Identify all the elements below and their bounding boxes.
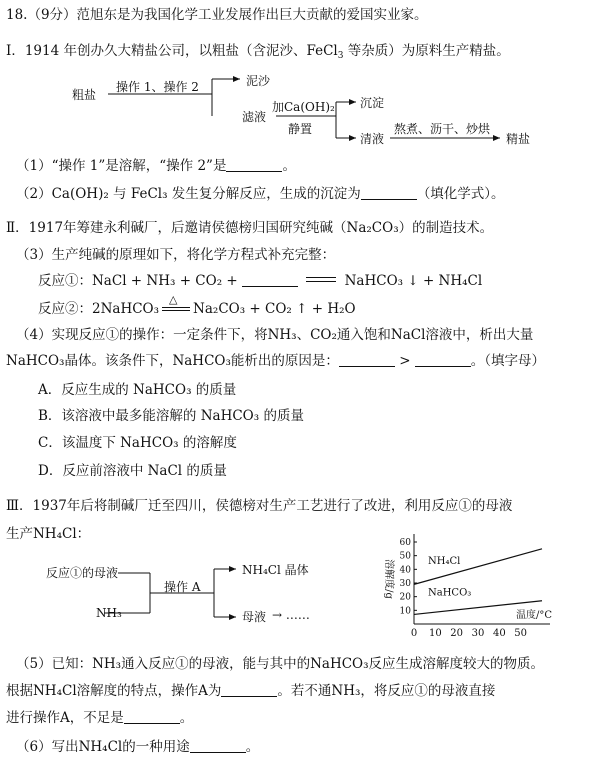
reaction-1-right: NaHCO₃ ↓ + NH₄Cl: [344, 273, 483, 289]
flow1-filtrate: 滤液: [242, 110, 267, 124]
x-tick-label: 10: [428, 628, 442, 639]
q4-answer-blank-2[interactable]: [415, 352, 471, 367]
flow1-ops-label: 操作 1、操作 2: [116, 80, 199, 94]
series-label-1: NaHCO₃: [428, 587, 472, 599]
flow1-crude-salt: 粗盐: [72, 88, 97, 102]
option-d: D．反应前溶液中 NaCl 的质量: [38, 463, 227, 479]
q1-answer-blank[interactable]: [226, 157, 282, 172]
question-3-intro: （3）生产纯碱的原理如下，将化学方程式补充完整：: [16, 247, 336, 263]
reaction-2-right: Na₂CO₃ + CO₂ ↑ + H₂O: [193, 301, 356, 317]
y-tick-label: 60: [399, 538, 411, 548]
q6-text: （6）写出NH₄Cl的一种用途: [16, 739, 190, 755]
flow1-fine-salt: 精盐: [506, 132, 531, 146]
q5-text-a: 根据NH₄Cl溶解度的特点，操作A为: [6, 683, 222, 699]
flow1-clear-liquid: 清液: [360, 132, 385, 146]
q2-text: （2）Ca(OH)₂ 与 FeCl₃ 发生复分解反应，生成的沉淀为: [16, 186, 361, 202]
reaction-2-condition: [159, 293, 193, 313]
flow1-add-caoh2: 加Ca(OH)₂: [272, 100, 335, 114]
q1-text: （1）“操作 1”是溶解，“操作 2”是: [16, 158, 227, 174]
option-b: B．该溶液中最多能溶解的 NaHCO₃ 的质量: [38, 408, 304, 424]
y-tick-label: 20: [399, 592, 411, 603]
heat-symbol: △: [169, 293, 178, 306]
solubility-chart: [376, 532, 576, 644]
question-5-line3: [6, 709, 193, 727]
flow2-mother: 母液: [242, 610, 267, 624]
x-tick-label: 50: [514, 628, 528, 639]
q3-answer-blank[interactable]: [242, 272, 298, 287]
section3-line1: Ⅲ．1937年后将制碱厂迁至四川，侯德榜对生产工艺进行了改进，利用反应①的母液: [6, 498, 513, 514]
reaction-2: [38, 293, 356, 318]
q2-end: （填化学式）。: [416, 186, 505, 202]
question-6: [16, 738, 259, 756]
reaction-1-left: 反应①：NaCl + NH₃ + CO₂ +: [38, 273, 238, 289]
flow2-op-a: 操作 A: [164, 580, 201, 594]
q5-text-b: 。若不通NH₃，将反应①的母液直接: [277, 683, 496, 699]
q4-end: 。（填字母）: [470, 353, 546, 369]
flow2-nh4cl-crystal: NH₄Cl 晶体: [242, 563, 309, 577]
question-4-line2: [6, 352, 545, 370]
q4-gt: >: [399, 353, 411, 369]
flow1-stand: 静置: [288, 122, 313, 136]
option-c: C．该温度下 NaHCO₃ 的溶解度: [38, 435, 237, 451]
question-5-line1: （5）已知：NH₃通入反应①的母液，能与其中的NaHCO₃反应生成溶解度较大的物质。: [16, 656, 545, 672]
flow2-dots: → ……: [272, 608, 310, 622]
section2-intro: Ⅱ．1917年筹建永利碱厂，后邀请侯德榜归国研究纯碱（Na₂CO₃）的制造技术。: [6, 220, 494, 236]
x-tick-label: 0: [410, 628, 418, 639]
series-label-0: NH₄Cl: [428, 555, 461, 567]
equals-sign: [306, 277, 336, 282]
question-2: [16, 185, 505, 203]
y-tick-label: 50: [399, 551, 411, 562]
reaction-2-left: 反应②：2NaHCO₃: [38, 301, 160, 317]
y-tick-label: 10: [399, 606, 411, 617]
q1-end: 。: [282, 158, 296, 174]
flow1-precipitate: 沉淀: [360, 96, 385, 110]
q6-answer-blank[interactable]: [190, 738, 246, 753]
q2-answer-blank[interactable]: [361, 185, 417, 200]
x-axis-label-text: 温度/°C: [516, 610, 553, 621]
x-tick-label: 30: [471, 628, 485, 639]
option-a: A．反应生成的 NaHCO₃ 的质量: [38, 382, 237, 398]
flow1-steps: 熬煮、沥干、炒烘: [394, 122, 491, 136]
question-4-line1: （4）实现反应①的操作：一定条件下，将NH₃、CO₂通入饱和NaCl溶液中，析出大量: [16, 327, 534, 343]
y-tick-label: 30: [399, 579, 411, 589]
y-axis-label: 溶解度/g: [383, 559, 394, 599]
section1-intro-b: 等杂质）为原料生产精盐。: [343, 43, 510, 59]
flow2-nh3: NH₃: [96, 606, 122, 620]
q5-text-c: 进行操作A，不足是: [6, 710, 124, 726]
x-tick-label: 20: [450, 628, 464, 639]
flow1-mud-sand: 泥沙: [246, 74, 271, 88]
y-tick-label: 40: [399, 565, 411, 576]
q4-answer-blank-1[interactable]: [339, 352, 395, 367]
q6-end: 。: [245, 739, 260, 755]
question-5-line2: [6, 682, 495, 700]
x-tick-label: 40: [492, 628, 506, 639]
flow2-mother-r1: 反应①的母液: [46, 566, 119, 580]
section1-intro-sub: 3: [337, 51, 344, 61]
q4-text: NaHCO₃晶体。该条件下，NaHCO₃能析出的原因是：: [6, 353, 339, 369]
section3-line2: 生产NH₄Cl：: [6, 526, 91, 542]
section1-intro: [6, 42, 510, 60]
q5-answer-blank-1[interactable]: [221, 682, 277, 697]
q5-answer-blank-2[interactable]: [124, 709, 180, 724]
question-header: 18.（9分）范旭东是为我国化学工业发展作出巨大贡献的爱国实业家。: [6, 7, 428, 23]
q5-end: 。: [179, 710, 194, 726]
question-1: [16, 157, 296, 175]
reaction-2-equals: [162, 307, 190, 311]
section1-intro-a: Ⅰ．1914 年创办久大精盐公司，以粗盐（含泥沙、FeCl: [6, 43, 338, 59]
reaction-1: [38, 272, 482, 290]
